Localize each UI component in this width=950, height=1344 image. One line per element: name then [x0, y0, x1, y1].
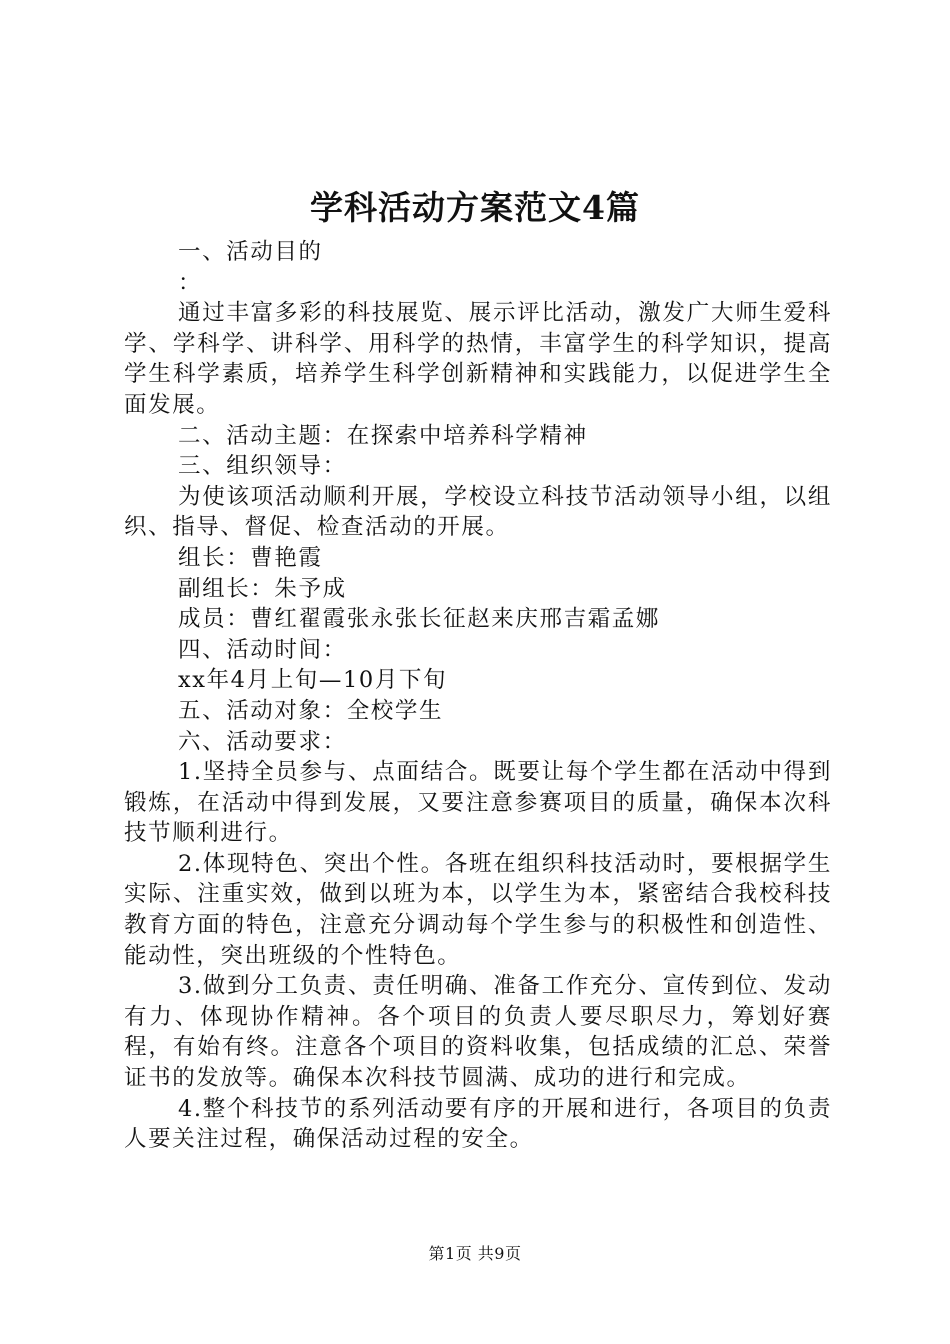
- paragraph: 六、活动要求：: [178, 728, 347, 755]
- paragraph: xx年4月上旬—10月下旬: [178, 667, 448, 694]
- paragraph: 为使该项活动顺利开展，学校设立科技节活动领导小组，以组织、指导、督促、检查活动的开展。: [124, 483, 832, 541]
- paragraph: 3.做到分工负责、责任明确、准备工作充分、宣传到位、发动有力、体现协作精神。各个项目的负责人要尽职尽力，筹划好赛程，有始有终。注意各个项目的资料收集，包括成绩的汇总、荣誉证书的发放等。确保本次科技节圆满、成功的进行和完成。: [124, 973, 832, 1092]
- paragraph: 4.整个科技节的系列活动要有序的开展和进行，各项目的负责人要关注过程，确保活动过程的安全。: [124, 1095, 832, 1153]
- paragraph: 五、活动对象：全校学生: [178, 697, 444, 724]
- paragraph: 成员：曹红翟霞张永张长征赵来庆邢吉霜孟娜: [178, 606, 661, 633]
- document-body: [124, 237, 832, 1155]
- paragraph: 通过丰富多彩的科技展览、展示评比活动，激发广大师生爱科学、学科学、讲科学、用科学的热情，丰富学生的科学知识，提高学生科学素质，培养学生科学创新精神和实践能力，以促进学生全面发展。: [124, 300, 832, 418]
- paragraph: 二、活动主题：在探索中培养科学精神: [178, 422, 588, 449]
- paragraph: 副组长：朱予成: [178, 575, 347, 602]
- paragraph: 四、活动时间：: [178, 636, 347, 663]
- paragraph: 1.坚持全员参与、点面结合。既要让每个学生都在活动中得到锻炼，在活动中得到发展，又要注意参赛项目的质量，确保本次科技节顺利进行。: [124, 759, 832, 847]
- document-title: 学科活动方案范文4篇: [310, 188, 640, 227]
- paragraph: 组长：曹艳霞: [178, 544, 323, 571]
- paragraph: 一、活动目的: [178, 239, 323, 265]
- paragraph: 2.体现特色、突出个性。各班在组织科技活动时，要根据学生实际、注重实效，做到以班为本，以学生为本，紧密结合我校科技教育方面的特色，注意充分调动每个学生参与的积极性和创造性、能动性，突出班级的个性特色。: [124, 850, 832, 969]
- page-footer: 第1页 共9页: [428, 1244, 522, 1263]
- paragraph: 三、组织领导：: [178, 453, 347, 480]
- paragraph: ：: [178, 269, 203, 296]
